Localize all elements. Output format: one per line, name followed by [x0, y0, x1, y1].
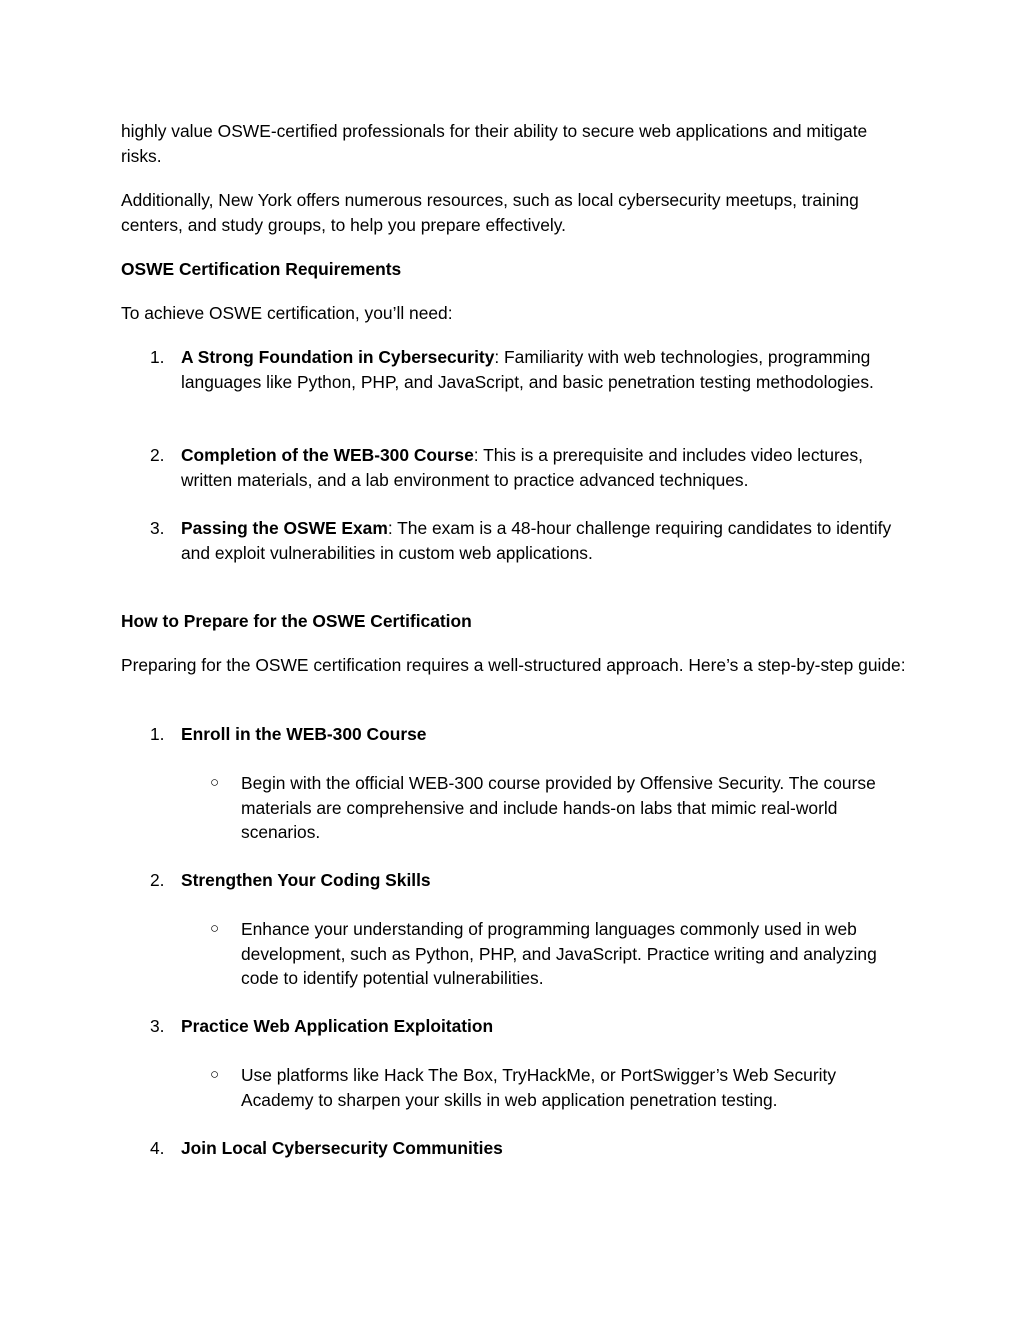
requirement-title: Completion of the WEB-300 Course — [181, 445, 474, 465]
bullet-text: Enhance your understanding of programming languages commonly used in web development, such as Python, PHP, and JavaScript. Practice writing and analyzing code to identify potential vulnerabilities. — [241, 919, 877, 988]
bullet-circle-icon: ○ — [210, 774, 220, 791]
list-number: 4. — [150, 1138, 165, 1158]
bullet-text: Use platforms like Hack The Box, TryHackMe, or PortSwigger’s Web Security Academy to sharpen your skills in web application penetration testing. — [241, 1065, 837, 1110]
requirements-heading: OSWE Certification Requirements — [121, 259, 402, 279]
list-number: 3. — [150, 1016, 165, 1036]
list-number: 1. — [150, 347, 165, 367]
step-title: Enroll in the WEB-300 Course — [181, 724, 427, 744]
list-number: 1. — [150, 724, 165, 744]
intro-paragraph-1: highly value OSWE-certified professionals for their ability to secure web applications and mitigate risks. — [121, 121, 868, 166]
requirement-title: Passing the OSWE Exam — [181, 518, 388, 538]
requirement-description: : This is a prerequisite and includes video lectures, written materials, and a lab environment to practice advanced techniques. — [181, 445, 864, 490]
list-number: 2. — [150, 870, 165, 890]
requirement-text — [181, 345, 911, 394]
list-number: 2. — [150, 445, 165, 465]
step-title: Strengthen Your Coding Skills — [181, 870, 431, 890]
bullet-circle-icon: ○ — [210, 920, 220, 937]
requirement-description: : The exam is a 48-hour challenge requiring candidates to identify and exploit vulnerabilities in custom web applications. — [181, 518, 892, 563]
requirements-lead: To achieve OSWE certification, you’ll need: — [121, 303, 453, 323]
intro-paragraph-2: Additionally, New York offers numerous resources, such as local cybersecurity meetups, training centers, and study groups, to help you prepare effectively. — [121, 190, 859, 235]
requirement-title: A Strong Foundation in Cybersecurity — [181, 347, 495, 367]
list-number: 3. — [150, 518, 165, 538]
requirement-description: : Familiarity with web technologies, programming languages like Python, PHP, and JavaScript, and basic penetration testing methodologies. — [181, 347, 874, 392]
requirement-text — [181, 516, 911, 565]
requirement-text — [181, 443, 911, 492]
prepare-heading: How to Prepare for the OSWE Certification — [121, 611, 472, 631]
step-title: Practice Web Application Exploitation — [181, 1016, 494, 1036]
bullet-text: Begin with the official WEB-300 course provided by Offensive Security. The course materials are comprehensive and include hands-on labs that mimic real-world scenarios. — [241, 773, 876, 842]
prepare-lead: Preparing for the OSWE certification requires a well-structured approach. Here’s a step-by-step guide: — [121, 655, 906, 675]
bullet-circle-icon: ○ — [210, 1066, 220, 1083]
step-title: Join Local Cybersecurity Communities — [181, 1138, 503, 1158]
